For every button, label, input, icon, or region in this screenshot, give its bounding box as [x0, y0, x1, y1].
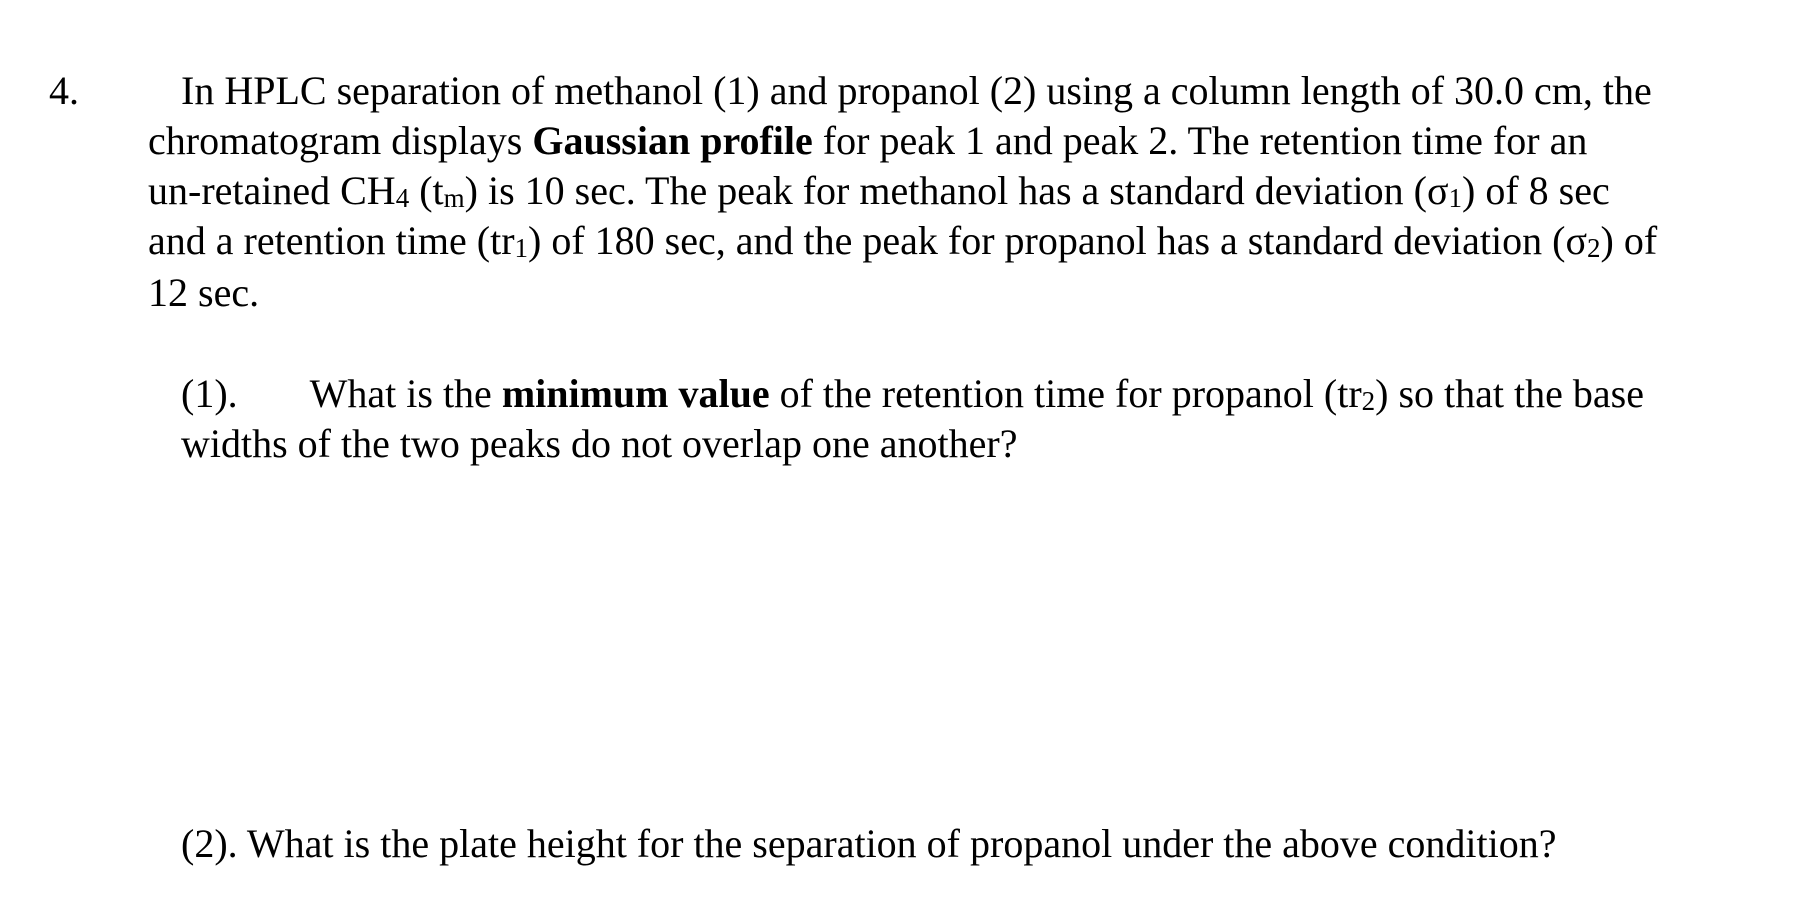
intro-text: ) of: [1600, 218, 1658, 263]
subscript: m: [443, 183, 465, 213]
subscript: 2: [1587, 233, 1601, 263]
subscript: 1: [1448, 183, 1463, 213]
intro-text: ) of 180 sec, and the peak for propanol has a standard deviation (σ: [528, 218, 1588, 263]
emphasis-minimum-value: minimum value: [501, 371, 770, 416]
intro-text: In HPLC separation of methanol (1) and propanol (2) using a column length of 30.0 cm, the: [181, 68, 1652, 113]
intro-line-2: [148, 118, 1587, 164]
intro-text: ) is 10 sec. The peak for methanol has a standard deviation (σ: [464, 168, 1449, 213]
intro-text: ) of 8 sec: [1462, 168, 1610, 213]
intro-line-3: [148, 168, 1610, 214]
intro-line-4: [148, 218, 1657, 264]
part-1-label: (1).: [181, 371, 238, 416]
subscript: 1: [514, 233, 529, 263]
emphasis-gaussian-profile: Gaussian profile: [532, 118, 813, 163]
part-1-text: ) so that the base: [1375, 371, 1644, 416]
intro-line-5: [148, 270, 259, 316]
subscript: 4: [395, 183, 410, 213]
question-number: 4.: [49, 68, 79, 113]
intro-text: 12 sec.: [148, 270, 260, 315]
intro-text: (t: [409, 168, 444, 213]
intro-text: for peak 1 and peak 2. The retention time for an: [812, 118, 1588, 163]
intro-text: un-retained CH: [148, 168, 396, 213]
subscript: 2: [1361, 386, 1376, 416]
intro-line-1: [181, 68, 1652, 114]
part-2-text: (2). What is the plate height for the separation of propanol under the above condition?: [181, 821, 1557, 866]
intro-text: and a retention time (tr: [148, 218, 515, 263]
intro-text: chromatogram displays: [148, 118, 533, 163]
part-1-text: widths of the two peaks do not overlap one another?: [181, 421, 1018, 466]
part-1-line-2: [181, 421, 1017, 467]
part-1-line-1: [181, 371, 1644, 417]
part-1-text: What is the: [309, 371, 502, 416]
part-2-line: [181, 821, 1557, 867]
part-1-text: of the retention time for propanol (tr: [769, 371, 1362, 416]
